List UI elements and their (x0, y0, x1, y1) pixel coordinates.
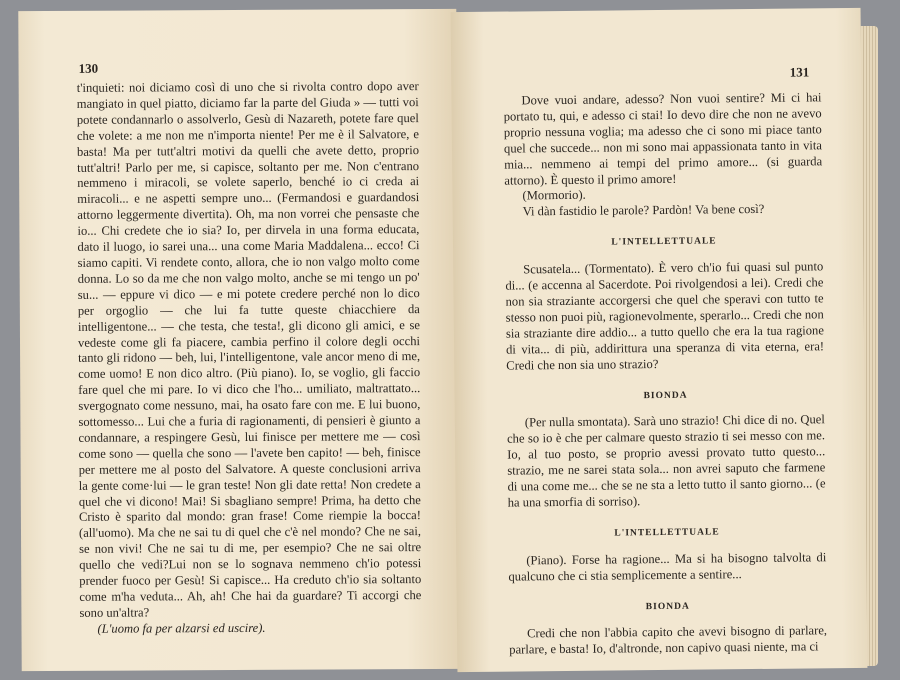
speaker-name: L'INTELLETTUALE (611, 236, 717, 248)
right-page (451, 8, 868, 672)
left-paragraph: t'inquieti: noi diciamo così di uno che si rivolta contro dopo aver mangiato in quel piatto, diciamo far la parte del Giuda » — tutti voi potete condannarlo o assolverlo, Gesù di Nazareth, potete fare quel che volete: a me non me n'importa niente! Per me è il Salvatore, e basta! Ma per tutt'altri motivi da quelli che avete detto, proprio tutt'altri! Parlo per me, si capisce, soltanto per me. Non c'entrano nemmeno i miracoli, se volete saperlo, benché io ci creda ai miracoli... e ne aspetti sempre uno... (Fermandosi e guardandosi attorno leggermente divertita). Oh, ma non vorrei che pensaste che io... Chi credete che io sia? Io, per dirvela in una forma educata, dato il luogo, io sarei una... una come Maria Maddalena... ecco! Ci siamo capiti. Vi rendete conto, allora, che io non valgo molto come donna. Lo so da me che non valgo molto, anche se mi tengo un po' su... — eppure vi dico — e mi potete credere perché non lo dico per orgoglio — che lui fa tutte queste chiacchiere da intelligentone... — che testa, che testa!, gli dicono gli amici, e se vedeste come gli fa piacere, cambia perfino il colore degli occhi tanto gli ridono — beh, lui, l'intelligentone, vale ancor meno di me, come uomo! E non dico altro. (Più piano). Io, se voglio, gli faccio fare quel che mi pare. Io vi dico che l'ho... umiliato, maltrattato... svergognato come nessuno, mai, ha osato fare con me. E lui buono, sottomesso... Lui che a furia di ragionamenti, di pensieri è giunto a condannare, a respingere Gesù, lui finisce per mettere me — così come sono — quella che sono — l'avete ben capito! — beh, finisce per mettere me al posto del Salvatore. A queste conclusioni arriva la gente come·lui — le gran teste! Non gli date retta! Non credete a quel che vi dicono! Mai! Si sbagliano sempre! Prima, ha detto che Cristo è sparito dal mondo: gran frase! Come riempie la bocca! (all'uomo). Ma che ne sai tu di quel che c'è nel mondo? Che ne sai, se non vivi! Che ne sai tu di me, per esempio? Che ne sai oltre quello che vedi?Lui non se lo sognava nemmeno ch'io potessi prender fuoco per Gesù! Si capisce... Ha creduto ch'io sia soltanto come m'ha veduta... Ah, ah! Che hai da guardare? Ti accorgi che sono un'altra? (76, 79, 422, 620)
speaker-name: BIONDA (645, 601, 690, 612)
dialogue-paragraph: Vi dàn fastidio le parole? Pardòn! Va bene così? (522, 202, 765, 219)
dialogue-paragraph: Scusatela... (Tormentato). È vero ch'io fui quasi sul punto di... (e accenna al Sacerdote. Poi rivolgendosi a lei). Credi che non sia straziante accorgersi che quel che speravi con tutto te stesso non puoi più, ragionevolmente, sperarlo... Credi che non sia straziante dire addio... a tutto quello che era la tua ragione di vita... di più, addirittura una speranza di vita eterna, era! Credi che non sia uno strazio? (505, 259, 825, 373)
dialogue-paragraph: (Mormorio). (522, 188, 586, 203)
dialogue-paragraph: Dove vuoi andare, adesso? Non vuoi sentire? Mi ci hai portato tu, qui, e adesso ci stai! Io devo dire che non ne avevo proprio nessuna voglia; ma adesso che ci sono mi piace tanto quel che succede... non mi sono mai appassionata tanto in vita mia... nemmeno ai tempi del primo amore... (si guarda attorno). È questo il primo amore! (503, 90, 823, 188)
open-book (14, 10, 886, 672)
dialogue-paragraph: (Per nulla smontata). Sarà uno strazio! Chi dice di no. Quel che so io è che per calmare questo strazio ti sei messo con me. Io, al tuo posto, se proprio avessi provato tutto questo... strazio, me ne sarei stata sola... non avrei saputo che farmene di una come me... che se ne sta a letto tutto il santo giorno... (e ha una smorfia di sorriso). (506, 412, 826, 510)
right-page-text (503, 90, 827, 659)
speaker-name: BIONDA (643, 390, 688, 401)
dialogue-paragraph: (Piano). Forse ha ragione... Ma si ha bisogno talvolta di qualcuno che ci stia semplicemente a sentire... (508, 550, 827, 584)
speaker-name: L'INTELLETTUALE (614, 527, 720, 539)
stage-direction: (L'uomo fa per alzarsi ed uscire). (97, 620, 266, 636)
page-number-right: 131 (789, 64, 810, 80)
left-page (18, 9, 459, 671)
page-number-left: 130 (78, 60, 99, 76)
dialogue-paragraph: Credi che non l'abbia capito che avevi bisogno di parlare, parlare, e basta! Io, d'altronde, non capivo quasi niente, ma ci (509, 623, 828, 657)
left-page-text (77, 79, 422, 638)
